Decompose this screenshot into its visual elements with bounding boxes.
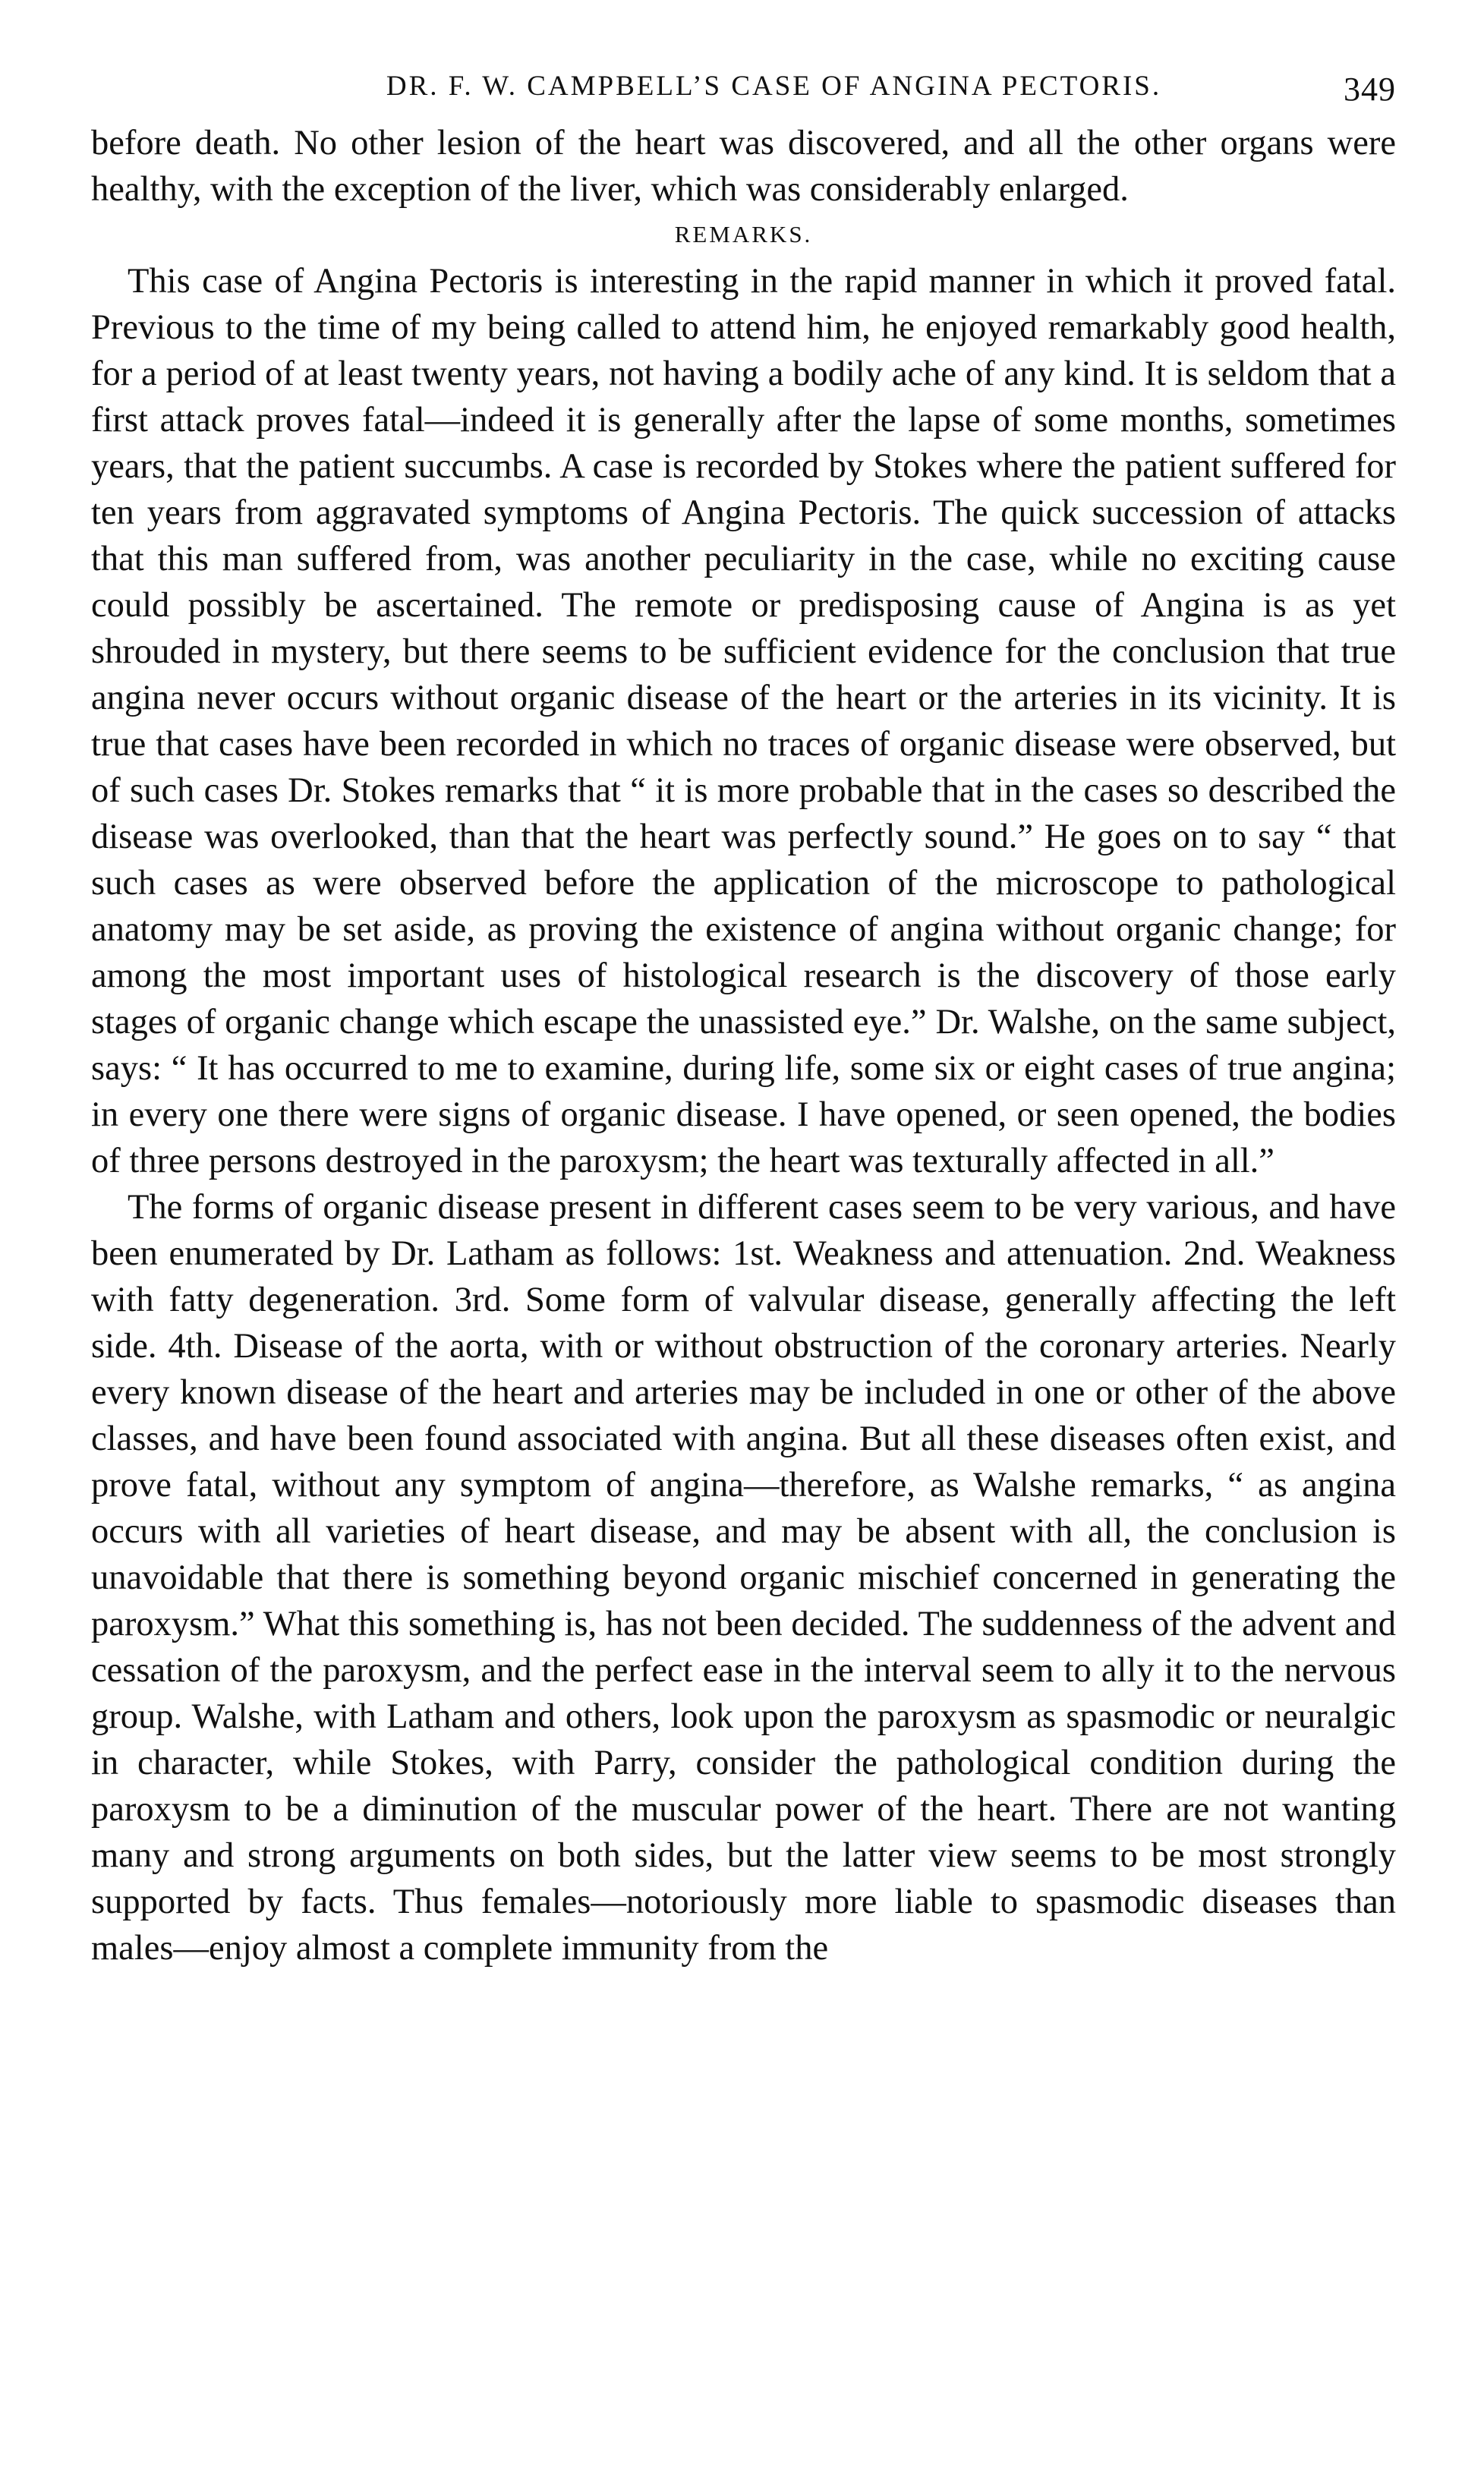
body-text — [91, 120, 1396, 1971]
paragraph-remarks-1: This case of Angina Pectoris is interesting in the rapid manner in which it proved fatal. Previous to the time of my being called to attend him, he enjoyed remarkably good health, for a period of at least twenty years, not having a bodily ache of any kind. It is seldom that a first attack proves fatal—indeed it is generally after the lapse of some months, sometimes years, that the patient succumbs. A case is recorded by Stokes where the patient suffered for ten years from aggravated symptoms of Angina Pectoris. The quick succession of attacks that this man suffered from, was another peculiarity in the case, while no exciting cause could possibly be ascertained. The remote or predisposing cause of Angina is as yet shrouded in mystery, but there seems to be sufficient evidence for the conclusion that true angina never occurs without organic disease of the heart or the arteries in its vicinity. It is true that cases have been recorded in which no traces of organic disease were observed, but of such cases Dr. Stokes remarks that “ it is more probable that in the cases so described the disease was overlooked, than that the heart was perfectly sound.” He goes on to say “ that such cases as were observed before the application of the microscope to pathological anatomy may be set aside, as proving the existence of angina without organic change; for among the most important uses of histological research is the discovery of those early stages of organic change which escape the unassisted eye.” Dr. Walshe, on the same subject, says: “ It has occurred to me to examine, during life, some six or eight cases of true angina; in every one there were signs of organic disease. I have opened, or seen opened, the bodies of three persons destroyed in the paroxysm; the heart was texturally affected in all.” — [91, 262, 1396, 1180]
running-title: DR. F. W. CAMPBELL’S CASE OF ANGINA PECTORIS. — [386, 71, 1162, 102]
section-heading-remarks: REMARKS. — [674, 221, 813, 247]
paragraph-remarks-2: The forms of organic disease present in different cases seem to be very various, and have been enumerated by Dr. Latham as follows: 1st. Weakness and attenuation. 2nd. Weakness with fatty degeneration. 3rd. Some form of valvular disease, generally affecting the left side. 4th. Disease of the aorta, with or without obstruction of the coronary arteries. Nearly every known disease of the heart and arteries may be included in one or other of the above classes, and have been found associated with angina. But all these diseases often exist, and prove fatal, without any symptom of angina—therefore, as Walshe remarks, “ as angina occurs with all varieties of heart disease, and may be absent with all, the conclusion is unavoidable that there is something beyond organic mischief concerned in generating the paroxysm.” What this something is, has not been decided. The suddenness of the advent and cessation of the paroxysm, and the perfect ease in the interval seem to ally it to the nervous group. Walshe, with Latham and others, look upon the paroxysm as spasmodic or neuralgic in character, while Stokes, with Parry, consider the pathological condition during the paroxysm to be a diminution of the muscular power of the heart. There are not wanting many and strong arguments on both sides, but the latter view seems to be most strongly supported by facts. Thus females—notoriously more liable to spasmodic diseases than males—enjoy almost a complete immunity from the — [91, 1188, 1396, 1968]
paragraph-continued: before death. No other lesion of the heart was discovered, and all the other organs were healthy, with the exception of the liver, which was considerably enlarged. — [91, 124, 1396, 209]
page-number: 349 — [1344, 71, 1396, 108]
running-head — [91, 70, 1396, 120]
